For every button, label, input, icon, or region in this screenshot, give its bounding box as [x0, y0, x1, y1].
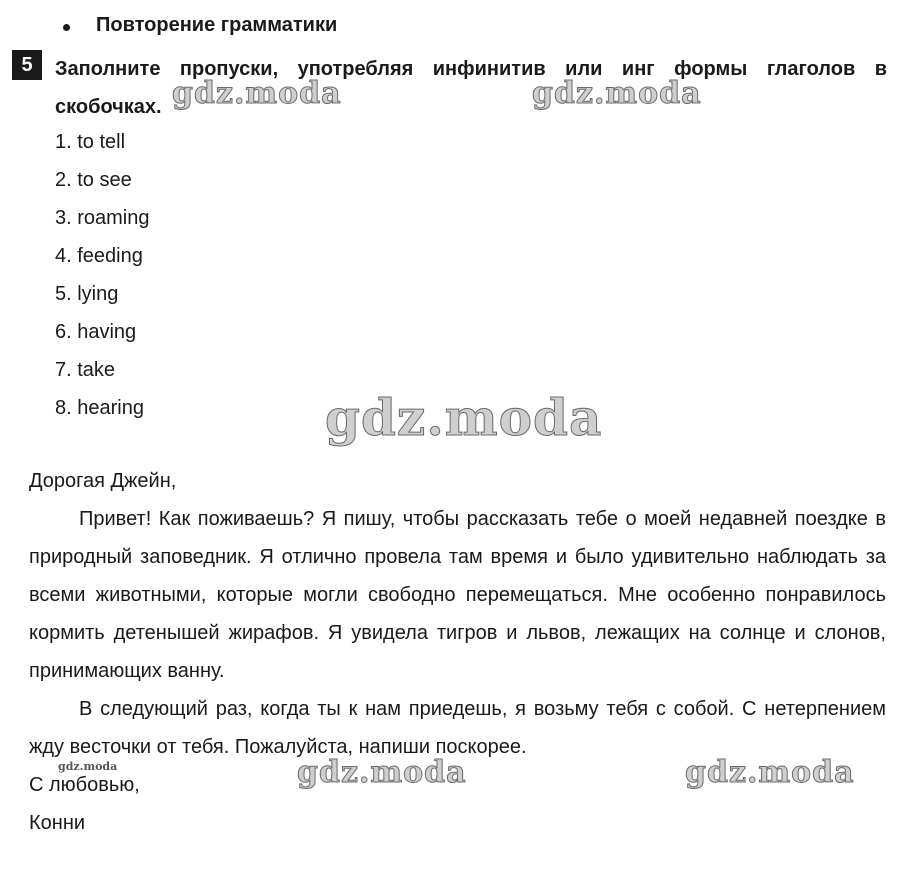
watermark: gdz.moda — [172, 76, 342, 111]
answer-item: 2. to see — [55, 169, 132, 191]
exercise-number-badge: 5 — [12, 50, 42, 80]
letter-signature: Конни — [29, 812, 86, 834]
watermark: gdz.moda — [325, 388, 603, 447]
answer-list — [55, 123, 150, 427]
letter-paragraph-1: Привет! Как поживаешь? Я пишу, чтобы рассказать тебе о моей недавней поездке в природный заповедник. Я отлично провела там время и было удивительно наблюдать за всеми животными, которые могли свободно перемещаться. Мне особенно понравилось кормить детенышей жирафов. Я увидела тигров и львов, лежащих на солнце и слонов, принимающих ванну. — [29, 508, 886, 682]
instruction-line-1: Заполните пропуски, употребляя инфинитив или инг формы глаголов в — [55, 58, 887, 80]
answer-item: 6. having — [55, 321, 137, 343]
letter-closing: С любовью, — [29, 774, 140, 796]
watermark: gdz.moda — [685, 755, 855, 790]
answer-item: 7. take — [55, 359, 116, 381]
letter-paragraph-2: В следующий раз, когда ты к нам приедешь, я возьму тебя с собой. С нетерпением жду весточки от тебя. Пожалуйста, напиши поскорее. — [29, 698, 886, 758]
section-heading: Повторение грамматики — [96, 14, 338, 36]
answer-item: 3. roaming — [55, 207, 150, 229]
watermark: gdz.moda — [58, 760, 118, 773]
letter-greeting: Дорогая Джейн, — [29, 470, 177, 492]
answer-item: 4. feeding — [55, 245, 143, 267]
watermark: gdz.moda — [532, 76, 702, 111]
bullet-icon — [63, 24, 70, 31]
answer-item: 8. hearing — [55, 397, 144, 419]
answer-item: 5. lying — [55, 283, 119, 305]
instruction-line-2: скобочках. — [55, 96, 162, 118]
answer-item: 1. to tell — [55, 131, 126, 153]
watermark: gdz.moda — [297, 755, 467, 790]
